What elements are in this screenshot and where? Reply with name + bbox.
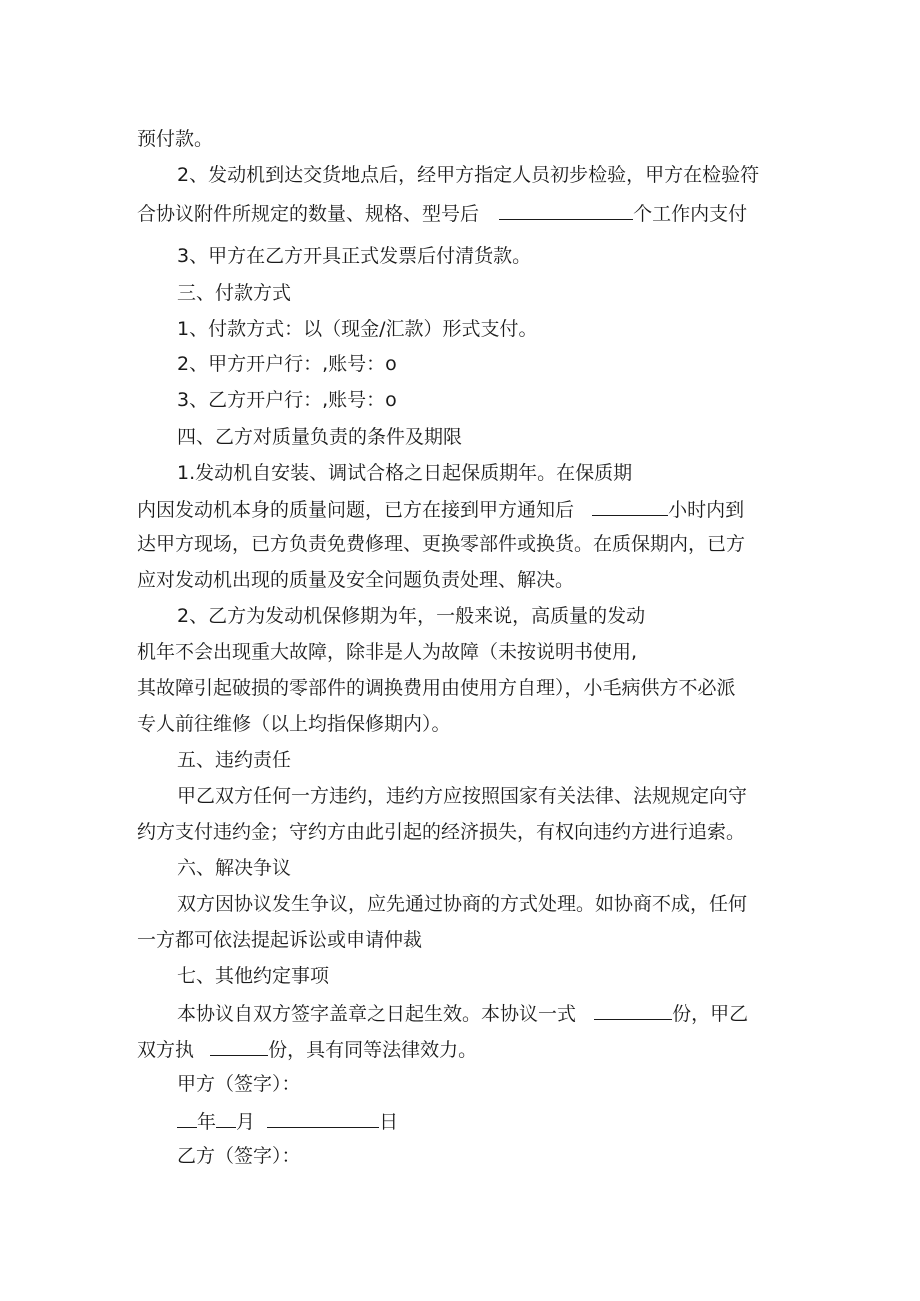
section-heading: 四、乙方对质量负责的条件及期限 (177, 426, 463, 448)
text-segment: 月 (236, 1111, 256, 1133)
signature-label: 甲方（签字）： (177, 1073, 301, 1095)
signature-label: 乙方（签字）： (177, 1145, 301, 1167)
paragraph-line (137, 199, 747, 227)
date-line (177, 1107, 398, 1135)
section-heading: 五、违约责任 (177, 749, 292, 771)
section-heading: 七、其他约定事项 (177, 965, 330, 987)
text-segment: 内因发动机本身的质量问题，已方在接到甲方通知后 (137, 499, 575, 521)
fill-in-blank (210, 1035, 268, 1056)
fill-in-blank (499, 199, 633, 220)
section-heading: 六、解决争议 (177, 857, 292, 879)
fill-in-blank (216, 1107, 236, 1128)
paragraph-line: 一方都可依法提起诉讼或申请仲裁 (137, 929, 423, 951)
paragraph-line: 预付款。 (137, 128, 214, 150)
text-segment: 本协议自双方签字盖章之日起生效。本协议一式 (177, 1003, 577, 1025)
paragraph-line: 2、发动机到达交货地点后，经甲方指定人员初步检验，甲方在检验符 (177, 164, 760, 186)
text-segment: 份，甲乙 (672, 1003, 749, 1025)
paragraph-line (137, 495, 744, 523)
fill-in-blank (594, 999, 672, 1020)
text-segment: 双方执 (137, 1039, 195, 1061)
text-segment: 年 (197, 1111, 217, 1133)
fill-in-blank (267, 1107, 379, 1128)
paragraph-line: 3、乙方开户行：,账号：o (177, 389, 397, 411)
paragraph-line: 达甲方现场，已方负责免费修理、更换零部件或换货。在质保期内，已方 (137, 533, 746, 555)
paragraph-line: 1、付款方式：以（现金/汇款）形式支付。 (177, 318, 538, 340)
paragraph-line: 3、甲方在乙方开具正式发票后付清货款。 (177, 245, 532, 267)
text-segment: 日 (379, 1111, 399, 1133)
paragraph-line: 2、乙方为发动机保修期为年，一般来说，高质量的发动 (177, 605, 646, 627)
paragraph-line: 专人前往维修（以上均指保修期内）。 (137, 713, 451, 735)
text-segment: 小时内到 (668, 499, 745, 521)
fill-in-blank (592, 495, 668, 516)
paragraph-line: 甲乙双方任何一方违约，违约方应按照国家有关法律、法规规定向守 (177, 785, 748, 807)
paragraph-line: 约方支付违约金；守约方由此引起的经济损失，有权向违约方进行追索。 (137, 821, 746, 843)
text-segment: 份，具有同等法律效力。 (268, 1039, 478, 1061)
paragraph-line: 其故障引起破损的零部件的调换费用由使用方自理），小毛病供方不必派 (137, 677, 736, 699)
text-segment: 个工作内支付 (633, 203, 748, 225)
paragraph-line: 1.发动机自安装、调试合格之日起保质期年。在保质期 (177, 462, 633, 484)
paragraph-line: 2、甲方开户行：,账号：o (177, 353, 397, 375)
paragraph-line (177, 999, 748, 1027)
paragraph-line: 机年不会出现重大故障，除非是人为故障（未按说明书使用, (137, 641, 638, 663)
section-heading: 三、付款方式 (177, 282, 292, 304)
paragraph-line (137, 1035, 477, 1063)
text-segment: 合协议附件所规定的数量、规格、型号后 (137, 203, 480, 225)
paragraph-line: 双方因协议发生争议，应先通过协商的方式处理。如协商不成，任何 (177, 893, 748, 915)
fill-in-blank (177, 1107, 197, 1128)
paragraph-line: 应对发动机出现的质量及安全问题负责处理、解决。 (137, 569, 575, 591)
